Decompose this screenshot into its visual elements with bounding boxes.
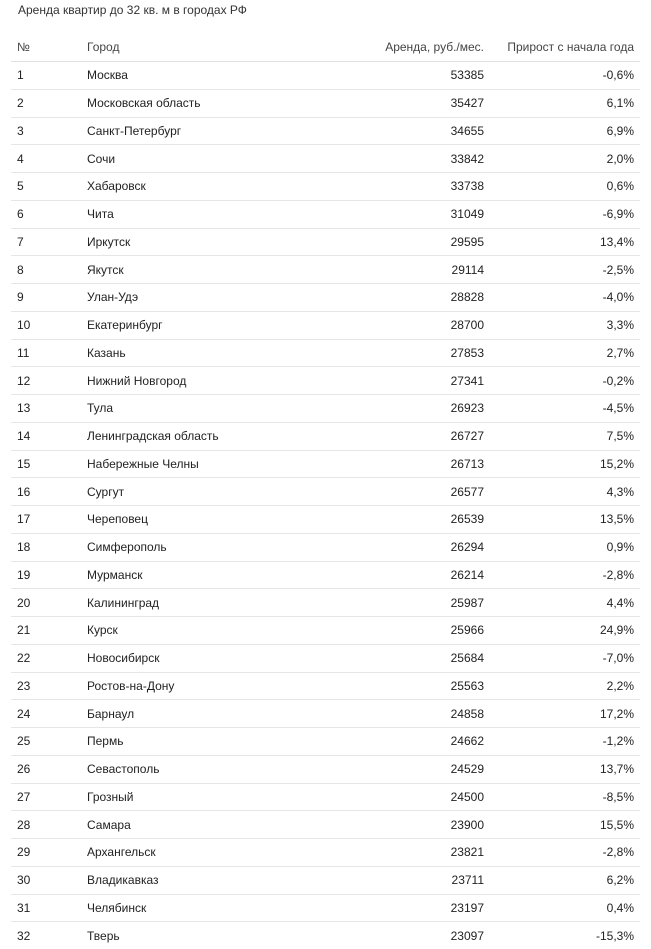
row-number: 16 bbox=[11, 478, 81, 506]
table-row bbox=[11, 922, 640, 949]
row-rent: 24500 bbox=[321, 783, 490, 811]
table-row bbox=[11, 672, 640, 700]
row-growth: 2,7% bbox=[490, 339, 640, 367]
table-row bbox=[11, 367, 640, 395]
row-number: 9 bbox=[11, 284, 81, 312]
table-row bbox=[11, 478, 640, 506]
row-city: Самара bbox=[81, 811, 321, 839]
row-city: Тула bbox=[81, 395, 321, 423]
table-row bbox=[11, 894, 640, 922]
row-rent: 25987 bbox=[321, 589, 490, 617]
row-rent: 26577 bbox=[321, 478, 490, 506]
row-rent: 23900 bbox=[321, 811, 490, 839]
row-rent: 24529 bbox=[321, 755, 490, 783]
row-growth: 13,4% bbox=[490, 228, 640, 256]
row-rent: 35427 bbox=[321, 89, 490, 117]
row-city: Ленинградская область bbox=[81, 422, 321, 450]
table-row bbox=[11, 89, 640, 117]
row-growth: 2,0% bbox=[490, 145, 640, 173]
row-growth: -4,5% bbox=[490, 395, 640, 423]
row-rent: 23097 bbox=[321, 922, 490, 949]
table-row bbox=[11, 228, 640, 256]
row-city: Грозный bbox=[81, 783, 321, 811]
row-rent: 25966 bbox=[321, 617, 490, 645]
row-growth: 15,5% bbox=[490, 811, 640, 839]
row-growth: -0,2% bbox=[490, 367, 640, 395]
row-number: 8 bbox=[11, 256, 81, 284]
row-growth: 6,2% bbox=[490, 866, 640, 894]
row-number: 13 bbox=[11, 395, 81, 423]
table-row bbox=[11, 422, 640, 450]
row-growth: -6,9% bbox=[490, 200, 640, 228]
row-growth: 6,1% bbox=[490, 89, 640, 117]
row-rent: 26923 bbox=[321, 395, 490, 423]
row-number: 3 bbox=[11, 117, 81, 145]
row-city: Иркутск bbox=[81, 228, 321, 256]
row-growth: 7,5% bbox=[490, 422, 640, 450]
row-city: Новосибирск bbox=[81, 644, 321, 672]
row-rent: 26214 bbox=[321, 561, 490, 589]
header-growth: Прирост с начала года bbox=[490, 33, 640, 62]
row-city: Тверь bbox=[81, 922, 321, 949]
table-row bbox=[11, 644, 640, 672]
row-number: 10 bbox=[11, 311, 81, 339]
row-rent: 23711 bbox=[321, 866, 490, 894]
table-row bbox=[11, 533, 640, 561]
header-num: № bbox=[11, 33, 81, 62]
row-rent: 28828 bbox=[321, 284, 490, 312]
header-city: Город bbox=[81, 33, 321, 62]
row-growth: 13,5% bbox=[490, 506, 640, 534]
row-growth: -7,0% bbox=[490, 644, 640, 672]
row-city: Курск bbox=[81, 617, 321, 645]
table-row bbox=[11, 339, 640, 367]
table-row bbox=[11, 755, 640, 783]
row-city: Нижний Новгород bbox=[81, 367, 321, 395]
row-number: 12 bbox=[11, 367, 81, 395]
row-rent: 25684 bbox=[321, 644, 490, 672]
row-number: 19 bbox=[11, 561, 81, 589]
row-city: Хабаровск bbox=[81, 173, 321, 201]
row-number: 27 bbox=[11, 783, 81, 811]
row-rent: 33738 bbox=[321, 173, 490, 201]
row-rent: 34655 bbox=[321, 117, 490, 145]
table-row bbox=[11, 200, 640, 228]
row-city: Пермь bbox=[81, 728, 321, 756]
row-rent: 29114 bbox=[321, 256, 490, 284]
row-growth: -1,2% bbox=[490, 728, 640, 756]
row-number: 24 bbox=[11, 700, 81, 728]
row-number: 14 bbox=[11, 422, 81, 450]
row-rent: 23197 bbox=[321, 894, 490, 922]
row-number: 32 bbox=[11, 922, 81, 949]
row-rent: 33842 bbox=[321, 145, 490, 173]
table-row bbox=[11, 117, 640, 145]
row-number: 18 bbox=[11, 533, 81, 561]
row-growth: 17,2% bbox=[490, 700, 640, 728]
row-growth: -2,8% bbox=[490, 561, 640, 589]
row-rent: 24858 bbox=[321, 700, 490, 728]
row-growth: 3,3% bbox=[490, 311, 640, 339]
row-number: 1 bbox=[11, 62, 81, 90]
row-number: 31 bbox=[11, 894, 81, 922]
row-city: Череповец bbox=[81, 506, 321, 534]
row-growth: -0,6% bbox=[490, 62, 640, 90]
row-growth: 0,6% bbox=[490, 173, 640, 201]
table-row bbox=[11, 450, 640, 478]
row-number: 23 bbox=[11, 672, 81, 700]
row-number: 20 bbox=[11, 589, 81, 617]
row-rent: 26727 bbox=[321, 422, 490, 450]
table-row bbox=[11, 811, 640, 839]
row-city: Барнаул bbox=[81, 700, 321, 728]
row-city: Сургут bbox=[81, 478, 321, 506]
rent-table bbox=[11, 33, 640, 949]
row-number: 22 bbox=[11, 644, 81, 672]
header-row bbox=[11, 33, 640, 62]
row-number: 21 bbox=[11, 617, 81, 645]
row-city: Севастополь bbox=[81, 755, 321, 783]
row-growth: 2,2% bbox=[490, 672, 640, 700]
row-growth: 15,2% bbox=[490, 450, 640, 478]
row-rent: 26294 bbox=[321, 533, 490, 561]
table-row bbox=[11, 395, 640, 423]
row-growth: 24,9% bbox=[490, 617, 640, 645]
table-row bbox=[11, 173, 640, 201]
table-row bbox=[11, 62, 640, 90]
table-row bbox=[11, 866, 640, 894]
header-rent: Аренда, руб./мес. bbox=[321, 33, 490, 62]
row-rent: 31049 bbox=[321, 200, 490, 228]
row-city: Сочи bbox=[81, 145, 321, 173]
row-growth: 4,4% bbox=[490, 589, 640, 617]
row-growth: -2,5% bbox=[490, 256, 640, 284]
row-growth: 4,3% bbox=[490, 478, 640, 506]
table-row bbox=[11, 284, 640, 312]
row-city: Ростов-на-Дону bbox=[81, 672, 321, 700]
row-rent: 29595 bbox=[321, 228, 490, 256]
row-number: 17 bbox=[11, 506, 81, 534]
row-city: Чита bbox=[81, 200, 321, 228]
row-rent: 27341 bbox=[321, 367, 490, 395]
row-growth: 0,9% bbox=[490, 533, 640, 561]
table-row bbox=[11, 506, 640, 534]
row-rent: 23821 bbox=[321, 839, 490, 867]
table-row bbox=[11, 256, 640, 284]
row-city: Челябинск bbox=[81, 894, 321, 922]
row-number: 26 bbox=[11, 755, 81, 783]
table-row bbox=[11, 700, 640, 728]
row-rent: 25563 bbox=[321, 672, 490, 700]
page-title: Аренда квартир до 32 кв. м в городах РФ bbox=[18, 3, 247, 17]
table-row bbox=[11, 617, 640, 645]
row-city: Владикавказ bbox=[81, 866, 321, 894]
row-number: 11 bbox=[11, 339, 81, 367]
row-rent: 26539 bbox=[321, 506, 490, 534]
row-number: 25 bbox=[11, 728, 81, 756]
row-city: Казань bbox=[81, 339, 321, 367]
row-city: Якутск bbox=[81, 256, 321, 284]
row-city: Мурманск bbox=[81, 561, 321, 589]
row-number: 6 bbox=[11, 200, 81, 228]
row-city: Калининград bbox=[81, 589, 321, 617]
table-header bbox=[11, 33, 640, 62]
row-number: 5 bbox=[11, 173, 81, 201]
row-growth: -8,5% bbox=[490, 783, 640, 811]
row-growth: -2,8% bbox=[490, 839, 640, 867]
row-city: Москва bbox=[81, 62, 321, 90]
row-city: Набережные Челны bbox=[81, 450, 321, 478]
row-city: Симферополь bbox=[81, 533, 321, 561]
row-city: Улан-Удэ bbox=[81, 284, 321, 312]
row-growth: 6,9% bbox=[490, 117, 640, 145]
row-number: 7 bbox=[11, 228, 81, 256]
table-row bbox=[11, 561, 640, 589]
table-body bbox=[11, 62, 640, 949]
row-growth: -15,3% bbox=[490, 922, 640, 949]
row-number: 28 bbox=[11, 811, 81, 839]
row-rent: 28700 bbox=[321, 311, 490, 339]
row-rent: 24662 bbox=[321, 728, 490, 756]
table-row bbox=[11, 839, 640, 867]
row-rent: 53385 bbox=[321, 62, 490, 90]
row-number: 30 bbox=[11, 866, 81, 894]
table-row bbox=[11, 145, 640, 173]
row-rent: 27853 bbox=[321, 339, 490, 367]
table-row bbox=[11, 311, 640, 339]
row-growth: -4,0% bbox=[490, 284, 640, 312]
row-number: 4 bbox=[11, 145, 81, 173]
row-city: Екатеринбург bbox=[81, 311, 321, 339]
row-city: Архангельск bbox=[81, 839, 321, 867]
table-row bbox=[11, 589, 640, 617]
table-row bbox=[11, 728, 640, 756]
row-growth: 13,7% bbox=[490, 755, 640, 783]
row-number: 15 bbox=[11, 450, 81, 478]
row-number: 2 bbox=[11, 89, 81, 117]
row-growth: 0,4% bbox=[490, 894, 640, 922]
table-row bbox=[11, 783, 640, 811]
row-city: Санкт-Петербург bbox=[81, 117, 321, 145]
row-rent: 26713 bbox=[321, 450, 490, 478]
row-city: Московская область bbox=[81, 89, 321, 117]
row-number: 29 bbox=[11, 839, 81, 867]
